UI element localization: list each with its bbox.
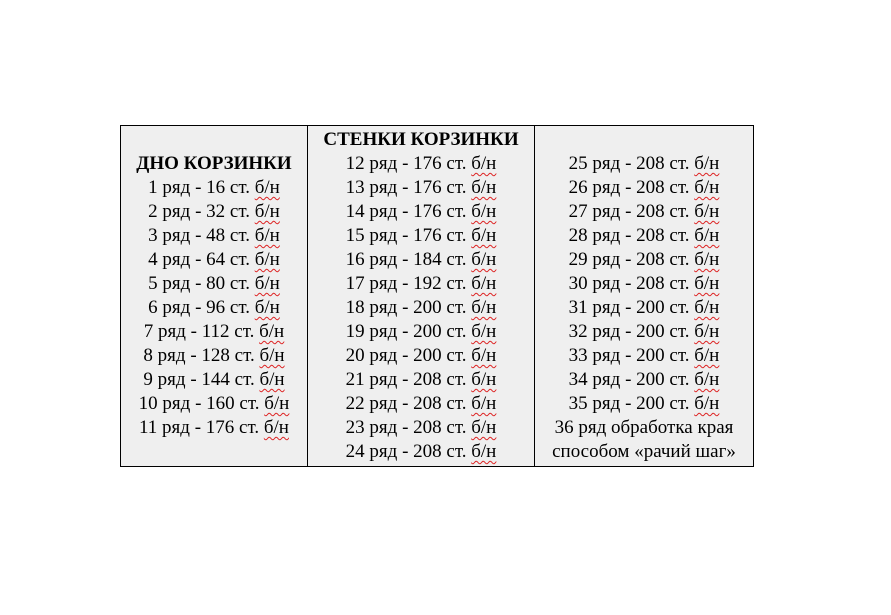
basket-bottom-column	[121, 126, 308, 467]
row-text: 34 ряд - 200 ст.	[568, 369, 695, 390]
row-text: 20 ряд - 200 ст.	[345, 345, 472, 366]
stitch-abbreviation: б/н	[471, 273, 497, 294]
pattern-row	[310, 176, 532, 200]
row-text: 3 ряд - 48 ст.	[148, 225, 255, 246]
row-text: 17 ряд - 192 ст.	[345, 273, 472, 294]
row-text: 21 ряд - 208 ст.	[345, 369, 472, 390]
pattern-row	[310, 272, 532, 296]
pattern-row	[123, 416, 305, 440]
pattern-row	[123, 272, 305, 296]
pattern-row	[537, 200, 751, 224]
basket-bottom-rows	[123, 176, 305, 440]
row-text: 4 ряд - 64 ст.	[148, 249, 255, 270]
pattern-row	[537, 344, 751, 368]
stitch-abbreviation: б/н	[694, 225, 720, 246]
stitch-abbreviation: б/н	[263, 417, 289, 438]
pattern-row	[537, 368, 751, 392]
row-text: 9 ряд - 144 ст.	[143, 369, 260, 390]
pattern-row	[310, 296, 532, 320]
pattern-row	[123, 296, 305, 320]
pattern-row	[537, 152, 751, 176]
row-text: 26 ряд - 208 ст.	[568, 177, 695, 198]
stitch-abbreviation: б/н	[694, 345, 720, 366]
stitch-abbreviation: б/н	[259, 321, 285, 342]
pattern-row	[537, 176, 751, 200]
row-text: 32 ряд - 200 ст.	[568, 321, 695, 342]
stitch-abbreviation: б/н	[694, 393, 720, 414]
row-text: 25 ряд - 208 ст.	[568, 153, 695, 174]
row-text: 29 ряд - 208 ст.	[568, 249, 695, 270]
stitch-abbreviation: б/н	[259, 345, 285, 366]
stitch-abbreviation: б/н	[471, 393, 497, 414]
pattern-row	[537, 320, 751, 344]
stitch-abbreviation: б/н	[694, 153, 720, 174]
stitch-abbreviation: б/н	[694, 201, 720, 222]
row-text: 7 ряд - 112 ст.	[143, 321, 260, 342]
pattern-row	[537, 392, 751, 416]
pattern-row	[310, 224, 532, 248]
blank-line	[123, 128, 305, 152]
stitch-abbreviation: б/н	[471, 345, 497, 366]
stitch-abbreviation: б/н	[254, 273, 280, 294]
stitch-abbreviation: б/н	[471, 177, 497, 198]
pattern-row	[123, 200, 305, 224]
stitch-abbreviation: б/н	[471, 369, 497, 390]
stitch-abbreviation: б/н	[254, 201, 280, 222]
basket-walls-column	[308, 126, 535, 467]
pattern-row	[310, 320, 532, 344]
row-text: 10 ряд - 160 ст.	[138, 393, 265, 414]
row-text: 33 ряд - 200 ст.	[568, 345, 695, 366]
table-row	[121, 126, 754, 467]
pattern-row	[537, 296, 751, 320]
stitch-abbreviation: б/н	[254, 249, 280, 270]
stitch-abbreviation: б/н	[471, 225, 497, 246]
pattern-row	[310, 440, 532, 464]
row-text: 24 ряд - 208 ст.	[345, 441, 472, 462]
stitch-abbreviation: б/н	[694, 249, 720, 270]
edge-finish-line-2: способом «рачий шаг»	[552, 441, 736, 462]
pattern-row	[123, 392, 305, 416]
stitch-abbreviation: б/н	[694, 321, 720, 342]
pattern-row	[310, 344, 532, 368]
basket-walls-heading: СТЕНКИ КОРЗИНКИ	[323, 129, 519, 150]
pattern-row	[123, 248, 305, 272]
basket-walls-continued-column	[535, 126, 754, 467]
stitch-abbreviation: б/н	[471, 441, 497, 462]
stitch-abbreviation: б/н	[259, 369, 285, 390]
stitch-abbreviation: б/н	[471, 153, 497, 174]
pattern-row	[310, 416, 532, 440]
stitch-abbreviation: б/н	[254, 177, 280, 198]
pattern-row	[310, 200, 532, 224]
row-text: 16 ряд - 184 ст.	[345, 249, 472, 270]
pattern-row	[537, 224, 751, 248]
stitch-abbreviation: б/н	[254, 297, 280, 318]
stitch-abbreviation: б/н	[254, 225, 280, 246]
row-text: 31 ряд - 200 ст.	[568, 297, 695, 318]
pattern-row	[310, 248, 532, 272]
crochet-pattern-table	[120, 125, 754, 467]
row-text: 11 ряд - 176 ст.	[139, 417, 264, 438]
row-text: 27 ряд - 208 ст.	[568, 201, 695, 222]
row-text: 1 ряд - 16 ст.	[148, 177, 255, 198]
pattern-row	[310, 152, 532, 176]
pattern-row	[123, 176, 305, 200]
row-text: 23 ряд - 208 ст.	[345, 417, 472, 438]
pattern-row	[123, 368, 305, 392]
pattern-row	[123, 344, 305, 368]
stitch-abbreviation: б/н	[471, 417, 497, 438]
stitch-abbreviation: б/н	[471, 201, 497, 222]
row-text: 12 ряд - 176 ст.	[345, 153, 472, 174]
row-text: 6 ряд - 96 ст.	[148, 297, 255, 318]
stitch-abbreviation: б/н	[694, 369, 720, 390]
pattern-row	[537, 272, 751, 296]
row-text: 30 ряд - 208 ст.	[568, 273, 695, 294]
stitch-abbreviation: б/н	[264, 393, 290, 414]
pattern-row	[123, 320, 305, 344]
pattern-row	[310, 392, 532, 416]
pattern-row	[310, 368, 532, 392]
stitch-abbreviation: б/н	[471, 297, 497, 318]
stitch-abbreviation: б/н	[694, 177, 720, 198]
stitch-abbreviation: б/н	[694, 297, 720, 318]
row-text: 35 ряд - 200 ст.	[568, 393, 695, 414]
edge-finish-line-1: 36 ряд обработка края	[554, 417, 734, 438]
row-text: 22 ряд - 208 ст.	[345, 393, 472, 414]
row-text: 19 ряд - 200 ст.	[345, 321, 472, 342]
basket-walls-continued-rows	[537, 152, 751, 416]
row-text: 15 ряд - 176 ст.	[345, 225, 472, 246]
pattern-row	[123, 224, 305, 248]
row-text: 2 ряд - 32 ст.	[148, 201, 255, 222]
basket-bottom-heading: ДНО КОРЗИНКИ	[136, 153, 292, 174]
row-text: 5 ряд - 80 ст.	[148, 273, 255, 294]
row-text: 28 ряд - 208 ст.	[568, 225, 695, 246]
row-text: 14 ряд - 176 ст.	[345, 201, 472, 222]
row-text: 8 ряд - 128 ст.	[143, 345, 260, 366]
basket-walls-rows	[310, 152, 532, 464]
row-text: 18 ряд - 200 ст.	[345, 297, 472, 318]
stitch-abbreviation: б/н	[471, 249, 497, 270]
blank-line	[537, 128, 751, 152]
row-text: 13 ряд - 176 ст.	[345, 177, 472, 198]
stitch-abbreviation: б/н	[694, 273, 720, 294]
pattern-row	[537, 248, 751, 272]
stitch-abbreviation: б/н	[471, 321, 497, 342]
